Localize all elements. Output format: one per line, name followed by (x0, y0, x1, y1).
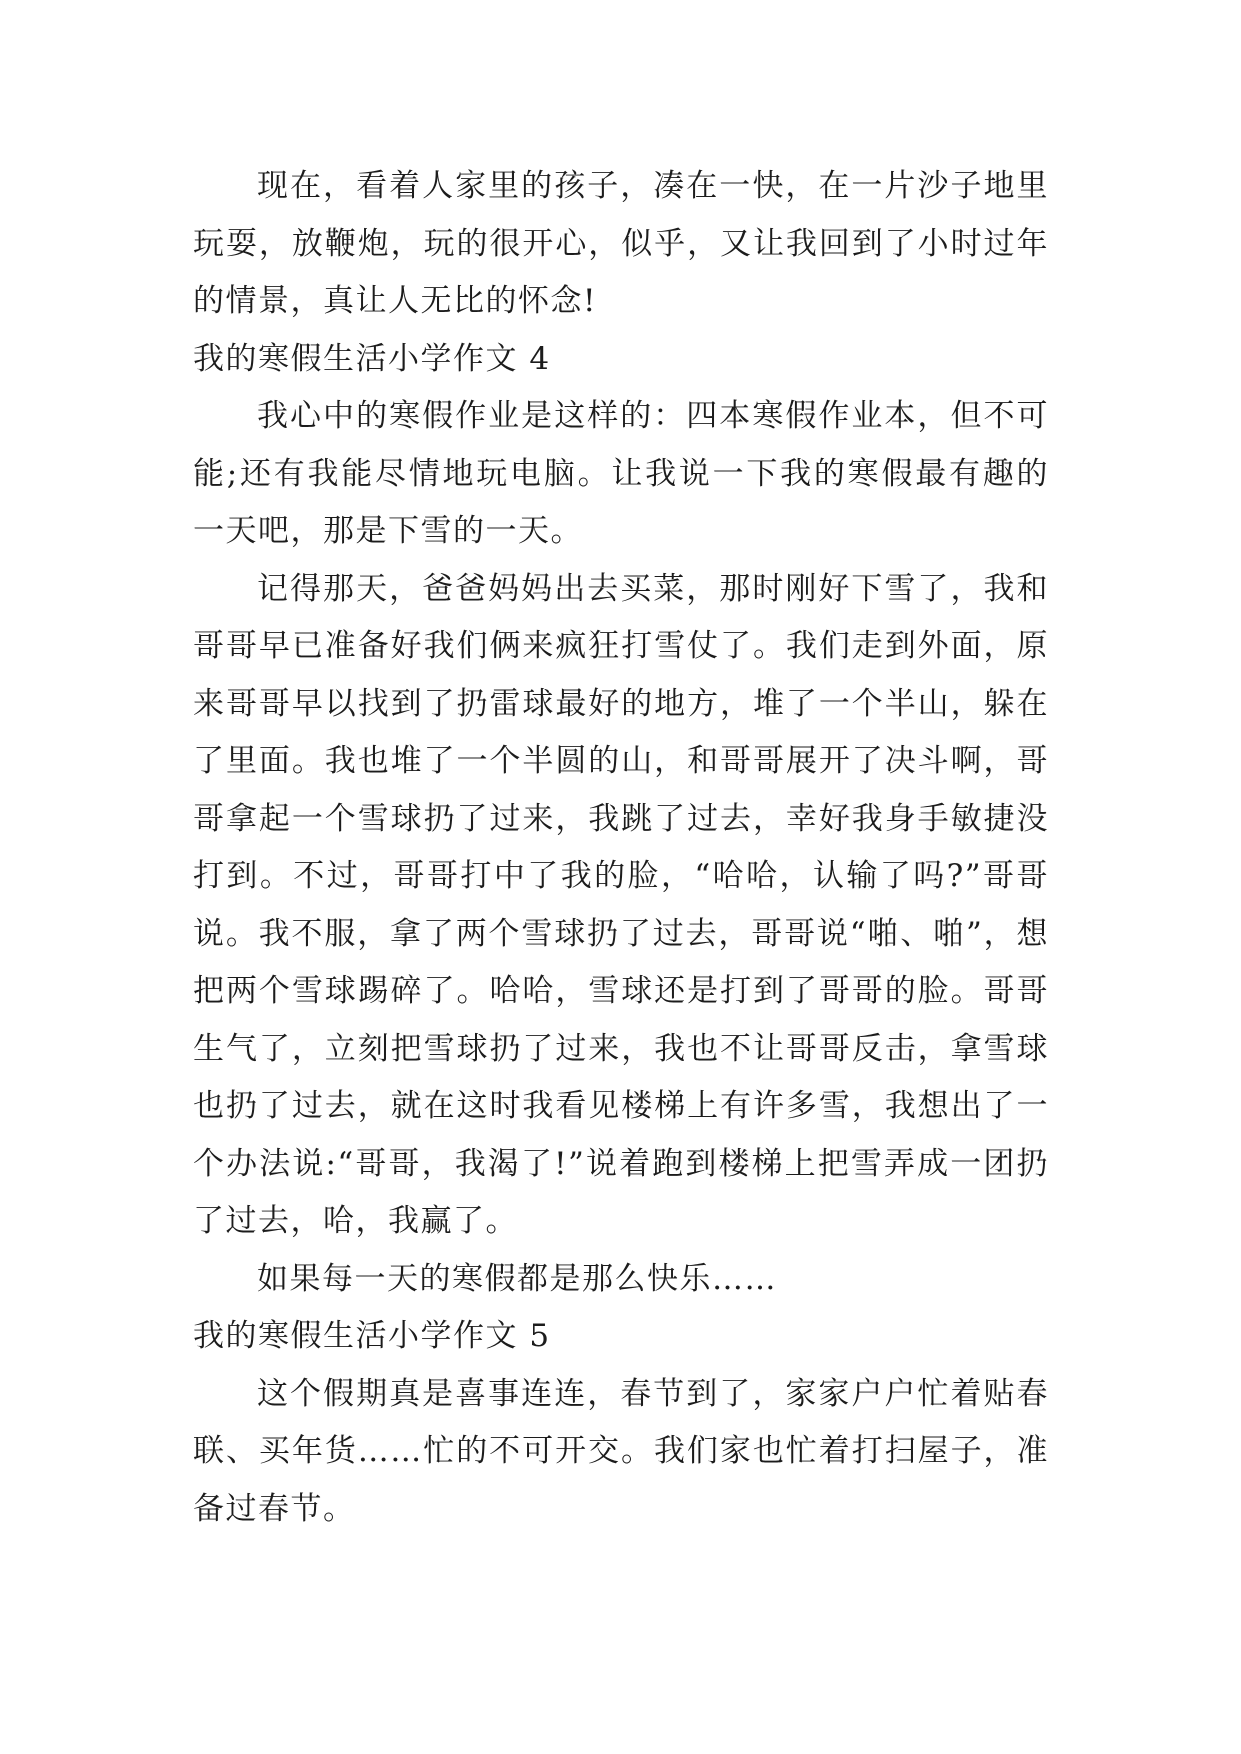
paragraph-homework: 我心中的寒假作业是这样的：四本寒假作业本，但不可能;还有我能尽情地玩电脑。让我说一下我的寒假最有趣的一天吧，那是下雪的一天。 (193, 398, 1049, 549)
paragraph-spring-festival: 这个假期真是喜事连连，春节到了，家家户户忙着贴春联、买年货……忙的不可开交。我们家也忙着打扫屋子，准备过春节。 (193, 1375, 1049, 1527)
essay-heading-5: 我的寒假生活小学作文 5 (193, 1318, 551, 1354)
paragraph-snowball-fight: 记得那天，爸爸妈妈出去买菜，那时刚好下雪了，我和哥哥早已准备好我们俩来疯狂打雪仗了。我们走到外面，原来哥哥早以找到了扔雷球最好的地方，堆了一个半山，躲在了里面。我也堆了一个半圆的山，和哥哥展开了决斗啊，哥哥拿起一个雪球扔了过来，我跳了过去，幸好我身手敏捷没打到。不过，哥哥打中了我的脸，“哈哈，认输了吗?”哥哥说。我不服，拿了两个雪球扔了过去，哥哥说“啪、啪”，想把两个雪球踢碎了。哈哈，雪球还是打到了哥哥的脸。哥哥生气了，立刻把雪球扔了过来，我也不让哥哥反击，拿雪球也扔了过去，就在这时我看见楼梯上有许多雪，我想出了一个办法说:“哥哥，我渴了!”说着跑到楼梯上把雪弄成一团扔了过去，哈，我赢了。 (193, 570, 1049, 1239)
essay-heading-4: 我的寒假生活小学作文 4 (193, 340, 551, 377)
document-body (193, 158, 1049, 1538)
paragraph-reminiscence: 现在，看着人家里的孩子，凑在一快，在一片沙子地里玩耍，放鞭炮，玩的很开心，似乎，又让我回到了小时过年的情景，真让人无比的怀念! (193, 168, 1049, 319)
paragraph-wish: 如果每一天的寒假都是那么快乐…… (257, 1260, 777, 1297)
